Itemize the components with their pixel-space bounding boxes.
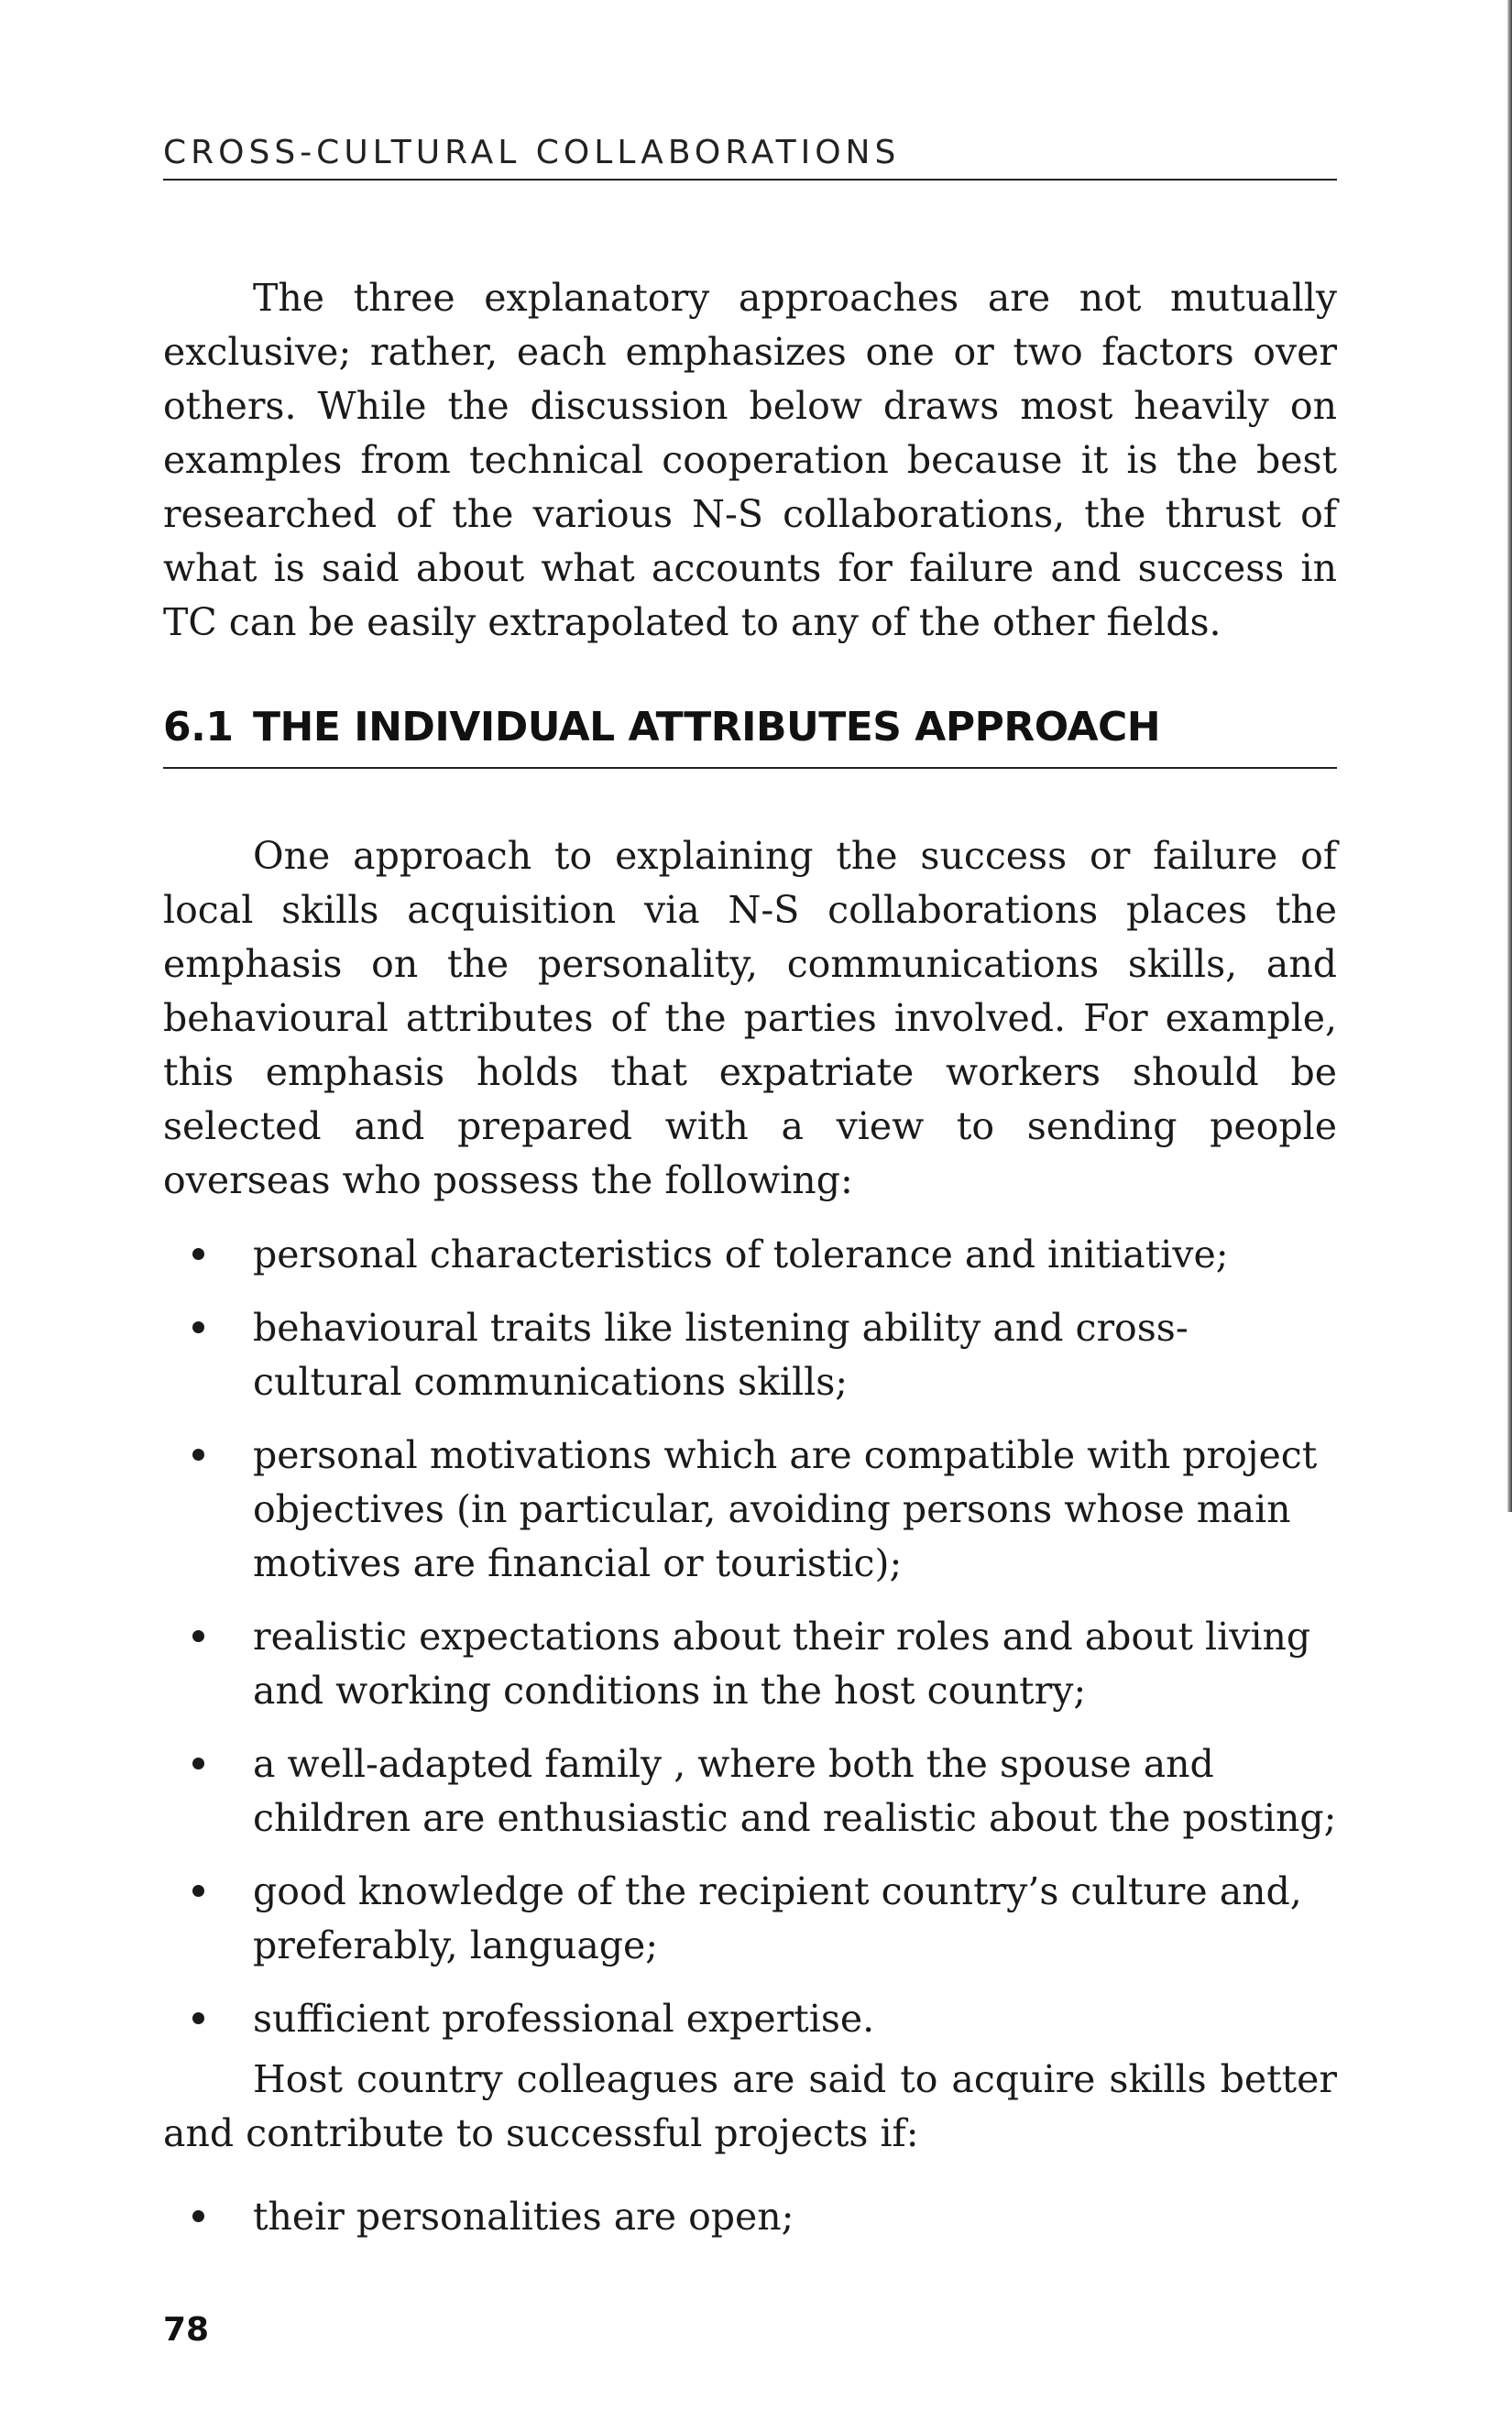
- list-item-text: their personalities are open;: [253, 2195, 794, 2239]
- bullet-icon: [192, 1248, 204, 1260]
- bullet-icon: [192, 2012, 204, 2024]
- running-head: CROSS-CULTURAL COLLABORATIONS: [163, 134, 1337, 181]
- list-item: [163, 1610, 1337, 1718]
- host-bullet-list: [163, 2190, 1337, 2263]
- bullet-icon: [192, 1449, 204, 1461]
- section-number: 6.1: [163, 704, 234, 750]
- list-item: [163, 1301, 1337, 1409]
- list-item: [163, 1992, 1337, 2046]
- expatriate-bullet-list: [163, 1228, 1337, 2065]
- intro-paragraph: The three explanatory approaches are not mutually exclusive; rather, each emphasizes one or two factors over others. While the discussion below draws most heavily on examples from technical cooperation because it is the best researched of the various N-S collaborations, the thrust of what is said about what accounts for failure and success in TC can be easily extrapolated to any of the other fields.: [163, 276, 1337, 644]
- list-item-text: personal characteristics of tolerance and initiative;: [253, 1232, 1229, 1276]
- list-item: [163, 1737, 1337, 1846]
- page-spine-edge: [1507, 0, 1512, 1512]
- list-item-text: good knowledge of the recipient country’s culture and, preferably, language;: [253, 1869, 1302, 1967]
- list-item-text: personal motivations which are compatible with project objectives (in particular, avoiding persons whose main motives are financial or touristic);: [253, 1433, 1318, 1585]
- bullet-icon: [192, 2210, 204, 2222]
- section-heading: [163, 704, 1337, 769]
- page-number: 78: [163, 2311, 210, 2349]
- section-title: THE INDIVIDUAL ATTRIBUTES APPROACH: [253, 704, 1161, 750]
- list-item: [163, 1228, 1337, 1282]
- list-item: [163, 1865, 1337, 1973]
- list-item-text: a well-adapted family , where both the spouse and children are enthusiastic and realistic about the posting;: [253, 1742, 1337, 1840]
- list-item-text: sufficient professional expertise.: [253, 1997, 875, 2041]
- list-item-text: realistic expectations about their roles and about living and working conditions in the host country;: [253, 1615, 1311, 1713]
- list-item-text: behavioural traits like listening ability and cross-cultural communications skills;: [253, 1306, 1189, 1404]
- bullet-icon: [192, 1630, 204, 1642]
- host-country-paragraph: Host country colleagues are said to acquire skills better and contribute to successful projects if:: [163, 2057, 1337, 2155]
- list-item: [163, 2190, 1337, 2244]
- bullet-icon: [192, 1321, 204, 1333]
- bullet-icon: [192, 1885, 204, 1897]
- list-item: [163, 1429, 1337, 1591]
- bullet-icon: [192, 1758, 204, 1769]
- approach-paragraph: One approach to explaining the success or failure of local skills acquisition via N-S collaborations places the emphasis on the personality, communications skills, and behavioural attributes of the parties involved. For example, this emphasis holds that expatriate workers should be selected and prepared with a view to sending people overseas who possess the following:: [163, 834, 1337, 1202]
